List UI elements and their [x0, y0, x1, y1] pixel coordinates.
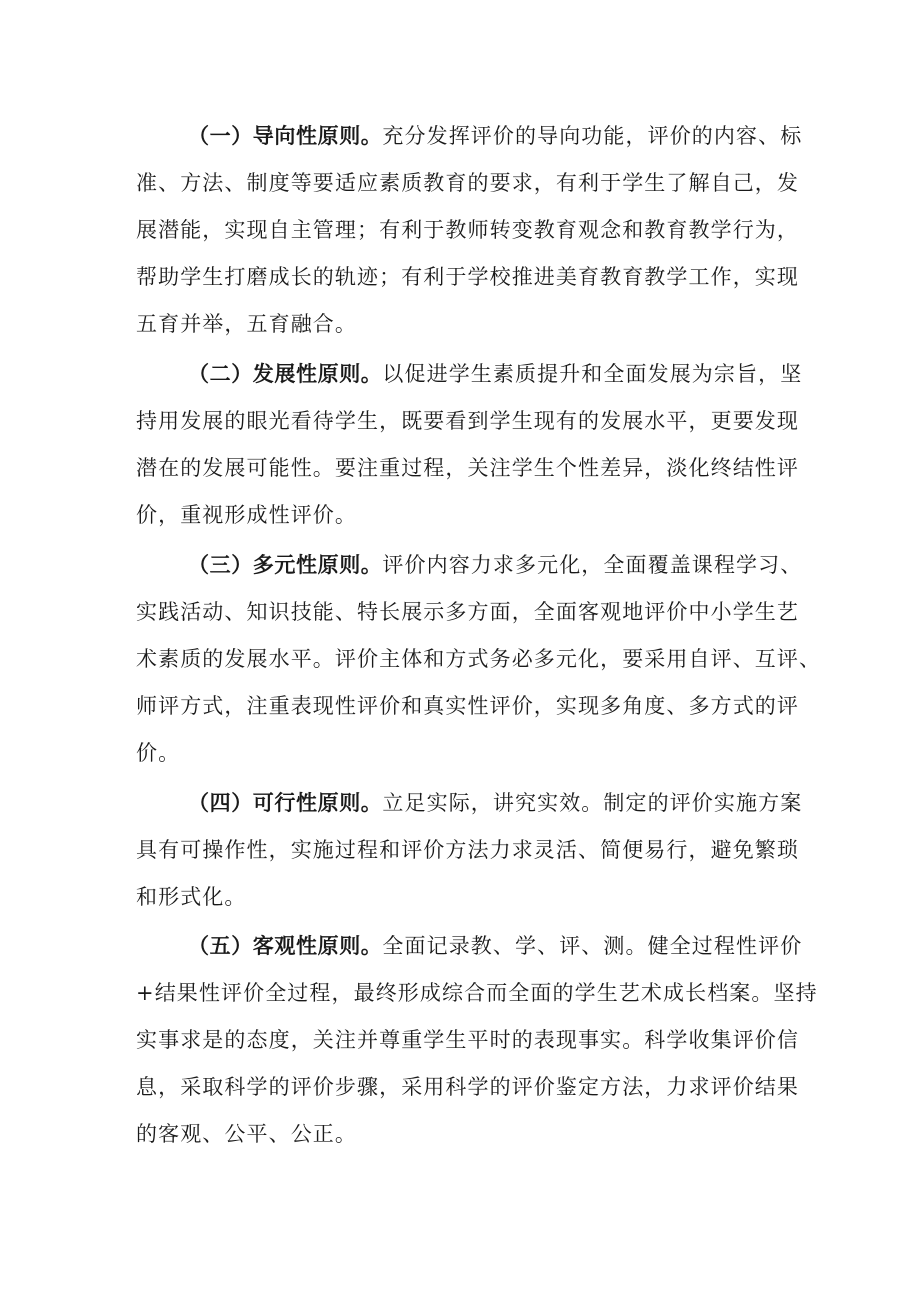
section-5-line-3: 实事求是的态度，关注并尊重学生平时的表现事实。科学收集评价信	[136, 1028, 799, 1052]
section-2-heading: （二）发展性原则。	[188, 362, 383, 386]
section-3-line-5: 价。	[136, 741, 181, 765]
section-1-heading: （一）导向性原则。	[188, 124, 383, 148]
section-3-heading: （三）多元性原则。	[188, 553, 383, 577]
section-5-line-4: 息，采取科学的评价步骤，采用科学的评价鉴定方法，力求评价结果	[136, 1075, 799, 1099]
section-2-line-1	[188, 360, 802, 388]
section-5-line-2: +结果性评价全过程，最终形成综合而全面的学生艺术成长档案。坚持	[136, 981, 818, 1005]
section-4-line-1	[188, 789, 802, 817]
section-3-line-3: 术素质的发展水平。评价主体和方式务必多元化，要采用自评、互评、	[136, 647, 822, 671]
section-2-line-3: 潜在的发展可能性。要注重过程，关注学生个性差异，淡化终结性评	[136, 456, 799, 480]
section-1-line-2: 准、方法、制度等要适应素质教育的要求，有利于学生了解自己，发	[136, 171, 799, 195]
section-5-heading: （五）客观性原则。	[188, 934, 383, 958]
section-3-text: 评价内容力求多元化，全面覆盖课程学习、	[382, 553, 803, 577]
section-1-line-3: 展潜能，实现自主管理；有利于教师转变教育观念和教育教学行为，	[136, 218, 799, 242]
section-3-line-4: 师评方式，注重表现性评价和真实性评价，实现多角度、多方式的评	[136, 694, 799, 718]
section-2-line-4: 价，重视形成性评价。	[136, 503, 357, 527]
section-2-line-2: 持用发展的眼光看待学生，既要看到学生现有的发展水平，更要发现	[136, 409, 799, 433]
section-2-text: 以促进学生素质提升和全面发展为宗旨，坚	[382, 362, 803, 386]
section-5-text: 全面记录教、学、评、测。健全过程性评价	[382, 934, 803, 958]
section-3-line-2: 实践活动、知识技能、特长展示多方面，全面客观地评价中小学生艺	[136, 600, 799, 624]
section-4-text: 立足实际，讲究实效。制定的评价实施方案	[382, 791, 803, 815]
section-1-line-4: 帮助学生打磨成长的轨迹；有利于学校推进美育教育教学工作，实现	[136, 265, 799, 289]
section-3-line-1	[188, 551, 802, 579]
section-5-line-5: 的客观、公平、公正。	[136, 1122, 357, 1146]
section-4-line-2: 具有可操作性，实施过程和评价方法力求灵活、简便易行，避免繁琐	[136, 838, 799, 862]
section-4-line-3: 和形式化。	[136, 885, 247, 909]
section-4-heading: （四）可行性原则。	[188, 791, 383, 815]
section-1-line-5: 五育并举，五育融合。	[136, 312, 357, 336]
section-1-text: 充分发挥评价的导向功能，评价的内容、标	[382, 124, 803, 148]
section-5-line-1	[188, 932, 802, 960]
section-1-line-1	[188, 122, 802, 150]
